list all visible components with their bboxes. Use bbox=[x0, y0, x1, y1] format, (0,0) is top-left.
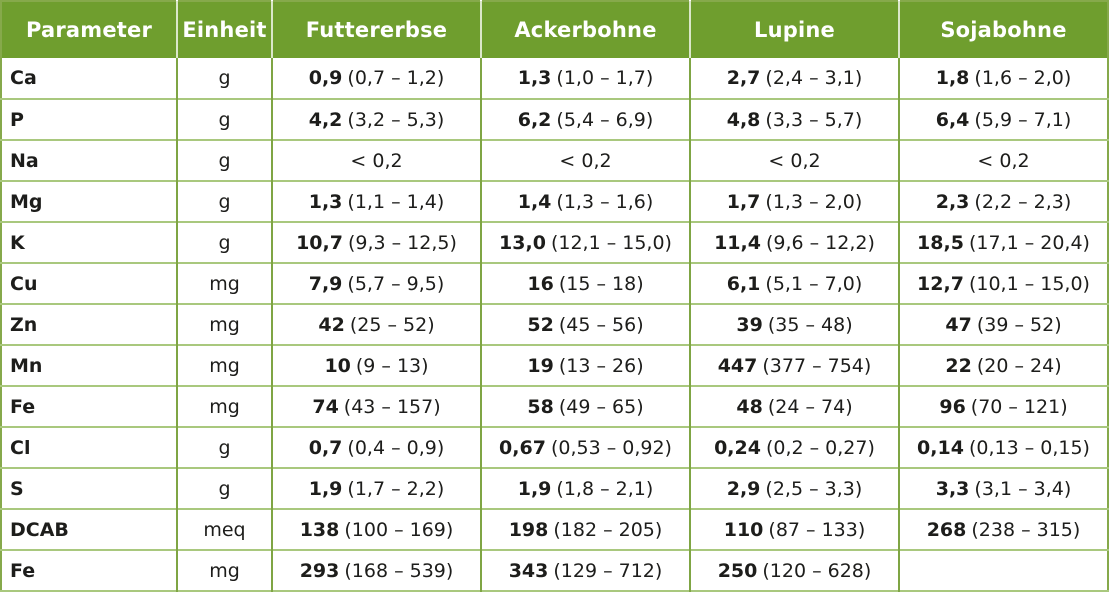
value-main: 22 bbox=[945, 354, 972, 377]
parameter-cell: Fe bbox=[1, 550, 177, 591]
value-range: (168 – 539) bbox=[344, 559, 454, 582]
value-range: (120 – 628) bbox=[762, 559, 872, 582]
value-main: 1,4 bbox=[517, 190, 552, 213]
value-main: 52 bbox=[527, 313, 554, 336]
value-range: (43 – 157) bbox=[343, 395, 441, 418]
value-cell bbox=[272, 509, 481, 550]
unit-cell: g bbox=[177, 140, 272, 181]
value-range: (9 – 13) bbox=[355, 354, 429, 377]
table-row bbox=[1, 386, 1108, 427]
value-range: < 0,2 bbox=[350, 149, 403, 172]
value-main: 58 bbox=[527, 395, 554, 418]
value-cell bbox=[899, 386, 1108, 427]
value-main: 7,9 bbox=[308, 272, 343, 295]
value-cell bbox=[272, 263, 481, 304]
table-row bbox=[1, 427, 1108, 468]
value-cell bbox=[899, 181, 1108, 222]
value-range: (5,7 – 9,5) bbox=[347, 272, 445, 295]
value-range: (24 – 74) bbox=[767, 395, 853, 418]
value-main: 198 bbox=[508, 518, 549, 541]
value-range: (45 – 56) bbox=[558, 313, 644, 336]
table-body bbox=[1, 58, 1108, 591]
value-cell bbox=[481, 58, 690, 99]
value-main: 96 bbox=[939, 395, 966, 418]
value-cell bbox=[481, 550, 690, 591]
parameter-cell: Fe bbox=[1, 386, 177, 427]
value-cell bbox=[272, 222, 481, 263]
value-cell bbox=[690, 468, 899, 509]
value-main: 12,7 bbox=[917, 272, 964, 295]
column-header-futtererbse: Futtererbse bbox=[272, 1, 481, 58]
value-cell bbox=[899, 99, 1108, 140]
value-range: < 0,2 bbox=[559, 149, 612, 172]
value-main: 10 bbox=[324, 354, 351, 377]
value-cell bbox=[272, 427, 481, 468]
value-cell bbox=[272, 140, 481, 181]
value-cell bbox=[899, 468, 1108, 509]
value-range: (1,8 – 2,1) bbox=[556, 477, 654, 500]
value-cell bbox=[690, 345, 899, 386]
value-main: 293 bbox=[299, 559, 340, 582]
value-main: 138 bbox=[299, 518, 340, 541]
value-range: (9,3 – 12,5) bbox=[347, 231, 457, 254]
value-cell bbox=[690, 58, 899, 99]
value-range: (35 – 48) bbox=[767, 313, 853, 336]
value-main: 1,8 bbox=[935, 67, 970, 89]
value-range: (238 – 315) bbox=[971, 518, 1081, 541]
parameter-cell: Cl bbox=[1, 427, 177, 468]
parameter-cell: S bbox=[1, 468, 177, 509]
value-main: 0,67 bbox=[499, 436, 546, 459]
parameter-cell: Na bbox=[1, 140, 177, 181]
value-cell bbox=[481, 345, 690, 386]
table-row bbox=[1, 99, 1108, 140]
value-range: (17,1 – 20,4) bbox=[968, 231, 1090, 254]
value-range: (0,2 – 0,27) bbox=[765, 436, 875, 459]
value-range: (13 – 26) bbox=[558, 354, 644, 377]
value-range: (15 – 18) bbox=[558, 272, 644, 295]
value-cell bbox=[481, 427, 690, 468]
value-main: 1,9 bbox=[517, 477, 552, 500]
value-range: (49 – 65) bbox=[558, 395, 644, 418]
value-range: (70 – 121) bbox=[970, 395, 1068, 418]
unit-cell: g bbox=[177, 222, 272, 263]
value-range: < 0,2 bbox=[768, 149, 821, 172]
value-cell bbox=[899, 427, 1108, 468]
value-range: (1,7 – 2,2) bbox=[347, 477, 445, 500]
value-main: 10,7 bbox=[296, 231, 343, 254]
unit-cell: mg bbox=[177, 263, 272, 304]
value-cell bbox=[690, 427, 899, 468]
table-row bbox=[1, 263, 1108, 304]
value-range: (25 – 52) bbox=[349, 313, 435, 336]
unit-cell: g bbox=[177, 58, 272, 99]
value-main: 1,9 bbox=[308, 477, 343, 500]
unit-cell: g bbox=[177, 427, 272, 468]
parameter-cell: Cu bbox=[1, 263, 177, 304]
column-header-sojabohne: Sojabohne bbox=[899, 1, 1108, 58]
value-cell bbox=[899, 222, 1108, 263]
value-main: 6,4 bbox=[935, 108, 970, 131]
parameter-cell: DCAB bbox=[1, 509, 177, 550]
value-range: (5,1 – 7,0) bbox=[765, 272, 863, 295]
value-cell bbox=[481, 263, 690, 304]
table-row bbox=[1, 345, 1108, 386]
table-row bbox=[1, 509, 1108, 550]
unit-cell: mg bbox=[177, 550, 272, 591]
value-main: 6,1 bbox=[726, 272, 761, 295]
column-header-ackerbohne: Ackerbohne bbox=[481, 1, 690, 58]
value-main: 268 bbox=[926, 518, 967, 541]
value-main: 2,7 bbox=[726, 67, 761, 89]
unit-cell: mg bbox=[177, 386, 272, 427]
value-range: (39 – 52) bbox=[976, 313, 1062, 336]
value-range: (100 – 169) bbox=[344, 518, 454, 541]
value-main: 0,9 bbox=[308, 67, 343, 89]
value-cell bbox=[690, 304, 899, 345]
value-main: 0,7 bbox=[308, 436, 343, 459]
value-main: 2,9 bbox=[726, 477, 761, 500]
value-range: < 0,2 bbox=[977, 149, 1030, 172]
value-range: (129 – 712) bbox=[553, 559, 663, 582]
value-range: (0,7 – 1,2) bbox=[347, 67, 445, 89]
value-range: (0,4 – 0,9) bbox=[347, 436, 445, 459]
value-range: (2,4 – 3,1) bbox=[765, 67, 863, 89]
value-cell bbox=[899, 58, 1108, 99]
value-main: 3,3 bbox=[935, 477, 970, 500]
value-cell bbox=[481, 99, 690, 140]
table-row bbox=[1, 181, 1108, 222]
table-row bbox=[1, 304, 1108, 345]
table-row bbox=[1, 468, 1108, 509]
value-cell bbox=[899, 345, 1108, 386]
value-range: (3,3 – 5,7) bbox=[765, 108, 863, 131]
value-cell bbox=[690, 222, 899, 263]
value-main: 39 bbox=[736, 313, 763, 336]
value-range: (1,0 – 1,7) bbox=[556, 67, 654, 89]
unit-cell: meq bbox=[177, 509, 272, 550]
value-main: 42 bbox=[318, 313, 345, 336]
value-main: 343 bbox=[508, 559, 549, 582]
value-cell bbox=[481, 140, 690, 181]
parameter-cell: P bbox=[1, 99, 177, 140]
value-range: (2,2 – 2,3) bbox=[974, 190, 1072, 213]
column-header-lupine: Lupine bbox=[690, 1, 899, 58]
value-range: (5,9 – 7,1) bbox=[974, 108, 1072, 131]
value-cell bbox=[481, 468, 690, 509]
value-range: (1,1 – 1,4) bbox=[347, 190, 445, 213]
parameter-cell: Mg bbox=[1, 181, 177, 222]
value-range: (3,1 – 3,4) bbox=[974, 477, 1072, 500]
value-range: (1,6 – 2,0) bbox=[974, 67, 1072, 89]
value-range: (377 – 754) bbox=[762, 354, 872, 377]
table-row bbox=[1, 58, 1108, 99]
value-cell bbox=[272, 345, 481, 386]
value-cell bbox=[690, 263, 899, 304]
value-cell bbox=[899, 140, 1108, 181]
value-main: 0,24 bbox=[714, 436, 761, 459]
value-main: 0,14 bbox=[917, 436, 964, 459]
value-main: 1,3 bbox=[517, 67, 552, 89]
column-header-einheit: Einheit bbox=[177, 1, 272, 58]
value-main: 11,4 bbox=[714, 231, 761, 254]
value-main: 74 bbox=[312, 395, 339, 418]
value-main: 16 bbox=[527, 272, 554, 295]
value-cell bbox=[690, 550, 899, 591]
value-main: 19 bbox=[527, 354, 554, 377]
value-cell bbox=[899, 509, 1108, 550]
value-cell bbox=[899, 263, 1108, 304]
value-cell bbox=[481, 509, 690, 550]
parameter-cell: K bbox=[1, 222, 177, 263]
value-range: (87 – 133) bbox=[768, 518, 866, 541]
value-main: 48 bbox=[736, 395, 763, 418]
value-main: 18,5 bbox=[917, 231, 964, 254]
unit-cell: mg bbox=[177, 345, 272, 386]
value-range: (5,4 – 6,9) bbox=[556, 108, 654, 131]
value-range: (20 – 24) bbox=[976, 354, 1062, 377]
value-range: (1,3 – 1,6) bbox=[556, 190, 654, 213]
value-main: 6,2 bbox=[517, 108, 552, 131]
value-cell bbox=[272, 99, 481, 140]
table-header bbox=[1, 1, 1108, 58]
table-row bbox=[1, 222, 1108, 263]
value-cell bbox=[481, 304, 690, 345]
value-range: (10,1 – 15,0) bbox=[968, 272, 1090, 295]
value-range: (1,3 – 2,0) bbox=[765, 190, 863, 213]
unit-cell: g bbox=[177, 99, 272, 140]
unit-cell: g bbox=[177, 181, 272, 222]
value-cell bbox=[481, 181, 690, 222]
value-cell bbox=[272, 58, 481, 99]
value-main: 13,0 bbox=[499, 231, 546, 254]
value-cell bbox=[690, 181, 899, 222]
value-range: (3,2 – 5,3) bbox=[347, 108, 445, 131]
value-range: (182 – 205) bbox=[553, 518, 663, 541]
value-cell bbox=[272, 550, 481, 591]
value-main: 250 bbox=[717, 559, 758, 582]
value-cell bbox=[272, 181, 481, 222]
unit-cell: g bbox=[177, 468, 272, 509]
column-header-parameter: Parameter bbox=[1, 1, 177, 58]
value-cell bbox=[272, 468, 481, 509]
header-row bbox=[1, 1, 1108, 58]
value-cell bbox=[481, 386, 690, 427]
value-cell bbox=[272, 304, 481, 345]
value-main: 1,7 bbox=[726, 190, 761, 213]
table-row bbox=[1, 140, 1108, 181]
value-main: 110 bbox=[723, 518, 764, 541]
value-cell bbox=[690, 140, 899, 181]
table-row bbox=[1, 550, 1108, 591]
value-main: 447 bbox=[717, 354, 758, 377]
value-range: (2,5 – 3,3) bbox=[765, 477, 863, 500]
value-main: 1,3 bbox=[308, 190, 343, 213]
value-range: (0,13 – 0,15) bbox=[968, 436, 1090, 459]
value-main: 4,8 bbox=[726, 108, 761, 131]
value-main: 47 bbox=[945, 313, 972, 336]
value-cell bbox=[481, 222, 690, 263]
value-cell bbox=[272, 386, 481, 427]
parameter-cell: Zn bbox=[1, 304, 177, 345]
value-main: 4,2 bbox=[308, 108, 343, 131]
value-main: 2,3 bbox=[935, 190, 970, 213]
parameter-cell: Mn bbox=[1, 345, 177, 386]
value-range: (9,6 – 12,2) bbox=[765, 231, 875, 254]
value-cell bbox=[899, 304, 1108, 345]
value-cell bbox=[690, 99, 899, 140]
value-cell bbox=[690, 509, 899, 550]
value-cell bbox=[899, 550, 1108, 591]
unit-cell: mg bbox=[177, 304, 272, 345]
value-cell bbox=[690, 386, 899, 427]
parameter-cell: Ca bbox=[1, 58, 177, 99]
value-range: (12,1 – 15,0) bbox=[550, 231, 672, 254]
value-range: (0,53 – 0,92) bbox=[550, 436, 672, 459]
